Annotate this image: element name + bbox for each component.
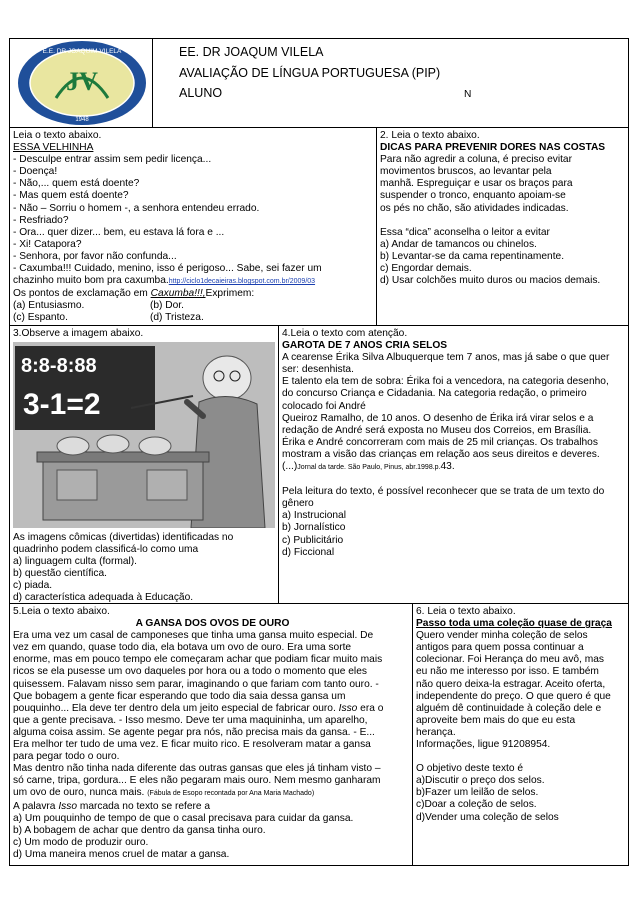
q3-question-line: quadrinho podem classificá-lo como uma — [13, 544, 199, 556]
q1-option-c: (c) Espanto. — [13, 312, 68, 324]
q1-source-link[interactable]: http://ciclo1decaieiras.blogspot.com.br/2009/03 — [168, 278, 316, 286]
q6-body-line: Quero vender minha coleção de selos — [416, 630, 588, 642]
q5-body-line: alguma coisa assim. Se agente pegar pra nós, não precisa mais da gansa. - E... — [13, 726, 375, 738]
q2-body-line: suspender o tronco, enquanto apoiam-se — [380, 190, 566, 202]
q5-body-line: ricos se ela pusesse um ovo daqueles por hora ou a todo o momento que eles — [13, 666, 367, 678]
q5-body-line: só carne, tripa, gordura... E eles não pegaram mais ouro. Nem mesmo ganharam — [13, 775, 381, 787]
q4-source-page: 43. — [440, 461, 455, 473]
q6-body-line: herança. — [416, 726, 456, 738]
board-equation-top: 8:8-8:88 — [21, 355, 97, 377]
q1-question-word: Caxumba!!!, — [150, 288, 206, 300]
q6-body-line: colecionar. Foi Herança do meu avô, mas — [416, 654, 604, 666]
q5-question-word: Isso — [58, 800, 77, 812]
question-1 — [9, 127, 377, 326]
q1-option-a: (a) Entusiasmo. — [13, 300, 85, 312]
logo-year: 1948 — [75, 117, 89, 123]
q4-question-line: gênero — [282, 498, 314, 510]
q4-body-line: E talento ela tem de sobra: Érika foi a vencedora, na categoria desenho, — [282, 376, 609, 388]
q4-body-line: ser: desenhista. — [282, 364, 354, 376]
q6-title: Passo toda uma coleção quase de graça — [416, 618, 612, 630]
q6-option: b)Fazer um leilão de selos. — [416, 787, 539, 799]
question-6 — [412, 603, 629, 866]
q4-option: d) Ficcional — [282, 546, 335, 558]
q4-body-line: mostram a visão das crianças em relação aos seus direitos e deveres. — [282, 448, 600, 460]
q5-body-line: Mas dentro não tinha nada diferente das outras gansas que eles já tinham visto – — [13, 763, 381, 775]
q5-body-line: Que bobagem a gente ficar esperando que todo dia saia dessa gansa um — [13, 690, 346, 702]
q6-body-line: não quero deixa-la estragar. Aceito oferta, — [416, 678, 606, 690]
q4-title: GAROTA DE 7 ANOS CRIA SELOS — [282, 340, 448, 352]
classroom-cartoon — [13, 342, 275, 528]
q2-body-line: Para não agredir a coluna, é preciso evitar — [380, 154, 572, 166]
q1-intro: Leia o texto abaixo. — [13, 130, 102, 141]
q6-body-line: independente do preço. O que quero é que — [416, 690, 611, 702]
q6-option: c)Doar a coleção de selos. — [416, 799, 537, 811]
q3-option: a) linguagem culta (formal). — [13, 556, 137, 568]
q1-line: - Resfriado? — [13, 214, 69, 226]
q2-title: DICAS PARA PREVENIR DORES NAS COSTAS — [380, 142, 606, 154]
q5-body-line: para pegar todo o ouro. — [13, 751, 120, 763]
header-box — [9, 38, 629, 128]
q6-body-line: alguém dê continuidade à coleção dele e — [416, 702, 602, 714]
q3-option: d) característica adequada à Educação. — [13, 592, 194, 604]
q1-question: Os pontos de exclamação em — [13, 288, 151, 300]
q2-body-line: movimentos bruscos, ao levantar pela — [380, 166, 552, 178]
q6-body-line: eu não me interesso por isso. E também — [416, 666, 599, 678]
q6-body-line: antigos para quem possa continuar a — [416, 642, 584, 654]
q5-body-line: Era uma vez um casal de camponeses que tinha uma gansa muito especial. De — [13, 630, 374, 642]
school-name: EE. DR JOAQUM VILELA — [179, 45, 324, 59]
q5-body-line: quisessem. Falavam nisso sem parar, imaginando o que fariam com tanto ouro. - — [13, 678, 379, 690]
q2-intro: 2. Leia o texto abaixo. — [380, 130, 480, 141]
q5-option: b) A bobagem de achar que dentro da gansa tinha ouro. — [13, 824, 266, 836]
q4-body-line: do concurso Criança e Cidadania. Na categoria redação, o primeiro — [282, 388, 587, 400]
q1-option-d: (d) Tristeza. — [150, 312, 204, 324]
q5-source: (Fábula de Esopo recontada por Ana Maria Machado) — [147, 790, 315, 798]
q1-line: - Mas quem está doente? — [13, 190, 129, 202]
q4-question-line: Pela leitura do texto, é possível reconhecer que se trata de um texto do — [282, 486, 605, 498]
q6-intro: 6. Leia o texto abaixo. — [416, 606, 516, 617]
q5-option: d) Uma maneira menos cruel de matar a gansa. — [13, 848, 230, 860]
q1-last-line: chazinho muito bom pra caxumba. — [13, 275, 169, 287]
q4-body-line: redação de André será exposta no Museu dos Correios, em Brasília. — [282, 424, 592, 436]
q6-body-line: aproveite bem mais do que eu esta — [416, 714, 576, 726]
q2-question: Essa “dica” aconselha o leitor a evitar — [380, 226, 550, 238]
q3-option: b) questão científica. — [13, 568, 108, 580]
q4-intro: 4.Leia o texto com atenção. — [282, 328, 408, 339]
q5-question-end: marcada no texto se refere a — [77, 800, 211, 812]
q4-option: c) Publicitário — [282, 534, 344, 546]
q5-intro: 5.Leia o texto abaixo. — [13, 606, 110, 617]
q1-line: - Ora... quer dizer... bem, eu estava lá fora e ... — [13, 226, 225, 238]
q4-source-ellipsis: (...) — [282, 461, 298, 473]
q6-option: d)Vender uma coleção de selos — [416, 811, 559, 823]
q6-question: O objetivo deste texto é — [416, 763, 524, 775]
q1-title: ESSA VELHINHA — [13, 142, 94, 154]
q1-line: - Desculpe entrar assim sem pedir licença... — [13, 154, 212, 166]
q5-body-line-end: era o — [357, 702, 384, 714]
frog — [139, 437, 171, 455]
q1-line: - Doença! — [13, 166, 58, 178]
q4-body-line: A cearense Érika Silva Albuquerque tem 7 anos, mas já sabe o que quer — [282, 352, 610, 364]
q1-line: - Não,... quem está doente? — [13, 178, 140, 190]
student-label: ALUNO — [179, 86, 223, 100]
q5-body-line: vez em quando, quase todo dia, ela botava um ovo de ouro. Era uma sorte — [13, 642, 352, 654]
q5-body-line: pouquinho... Ela deve ter dentro dela um jeito especial de fabricar ouro. — [13, 702, 339, 714]
question-3 — [9, 325, 279, 604]
q6-body-line: Informações, ligue 91208954. — [416, 739, 551, 751]
q6-option: a)Discutir o preço dos selos. — [416, 775, 545, 787]
q3-intro: 3.Observe a imagem abaixo. — [13, 328, 144, 339]
q4-body-line: Queiroz Ramalho, de 10 anos. O desenho de Érika irá virar selos e a — [282, 412, 594, 424]
q2-body-line: manhã. Espreguiçar e usar os braços para — [380, 178, 573, 190]
q5-body-line: um ovo de ouro, nunca mais. — [13, 787, 148, 799]
q1-question-end: Exprimem: — [205, 288, 255, 300]
q5-option: a) Um pouquinho de tempo de que o casal precisava para cuidar da gansa. — [13, 812, 354, 824]
school-logo — [16, 40, 148, 126]
q4-body-line: colocado foi André — [282, 400, 366, 412]
exam-title: AVALIAÇÃO DE LÍNGUA PORTUGUESA (PIP) — [179, 66, 441, 80]
q5-question: A palavra — [13, 800, 59, 812]
board-equation-bottom: 3-1=2 — [23, 388, 101, 421]
q1-option-b: (b) Dor. — [150, 300, 184, 312]
q3-option: c) piada. — [13, 580, 53, 592]
number-label: N — [464, 89, 472, 100]
q2-option: c) Engordar demais. — [380, 262, 472, 274]
q5-option: c) Um modo de produzir ouro. — [13, 836, 149, 848]
q4-body-line: Érika e André concorreram com mais de 25 mil crianças. Os trabalhos — [282, 436, 598, 448]
q5-body-line: enorme, mas em pouco tempo ele começaram achar que podiam ficar muito mais — [13, 654, 383, 666]
question-5 — [9, 603, 413, 866]
q5-body-line: que a gente precisava. - Isso mesmo. Deve ter uma maquininha, um aparelho, — [13, 714, 368, 726]
q2-option: d) Usar colchões muito duros ou macios demais. — [380, 275, 601, 287]
q1-line: - Senhora, por favor não confunda... — [13, 250, 177, 262]
q5-title: A GANSA DOS OVOS DE OURO — [135, 618, 290, 630]
q3-question-line: As imagens cômicas (divertidas) identificadas no — [13, 532, 234, 543]
q5-body-line: Era melhor ter tudo de uma vez. E ficar muito rico. E resolveram matar a gansa — [13, 739, 371, 751]
desk-drawer — [57, 470, 97, 500]
q1-line: - Não – Sorriu o homem -, a senhora entendeu errado. — [13, 202, 260, 214]
frog — [97, 435, 129, 453]
teacher-head — [203, 356, 251, 400]
q4-option: b) Jornalístico — [282, 522, 346, 534]
frog — [57, 437, 89, 455]
desk-drawer — [147, 470, 187, 500]
q5-isso-inline: Isso — [338, 702, 358, 714]
q1-line: - Caxumba!!! Cuidado, menino, isso é perigoso... Sabe, sei fazer um — [13, 263, 322, 275]
logo-monogram: JV — [66, 67, 98, 96]
question-2 — [376, 127, 629, 326]
logo-ring-text: E.E. DR JOAQUIM VILELA — [42, 48, 122, 55]
q2-body-line: os pés no chão, são atividades indicadas. — [380, 202, 569, 214]
question-4 — [278, 325, 629, 604]
q4-option: a) Instrucional — [282, 510, 346, 522]
q2-option: a) Andar de tamancos ou chinelos. — [380, 238, 537, 250]
q2-option: b) Levantar-se da cama repentinamente. — [380, 250, 565, 262]
q4-source: Jornal da tarde. São Paulo, Pinus, abr.1998.p. — [297, 464, 441, 472]
q1-line: - Xi! Catapora? — [13, 238, 82, 250]
